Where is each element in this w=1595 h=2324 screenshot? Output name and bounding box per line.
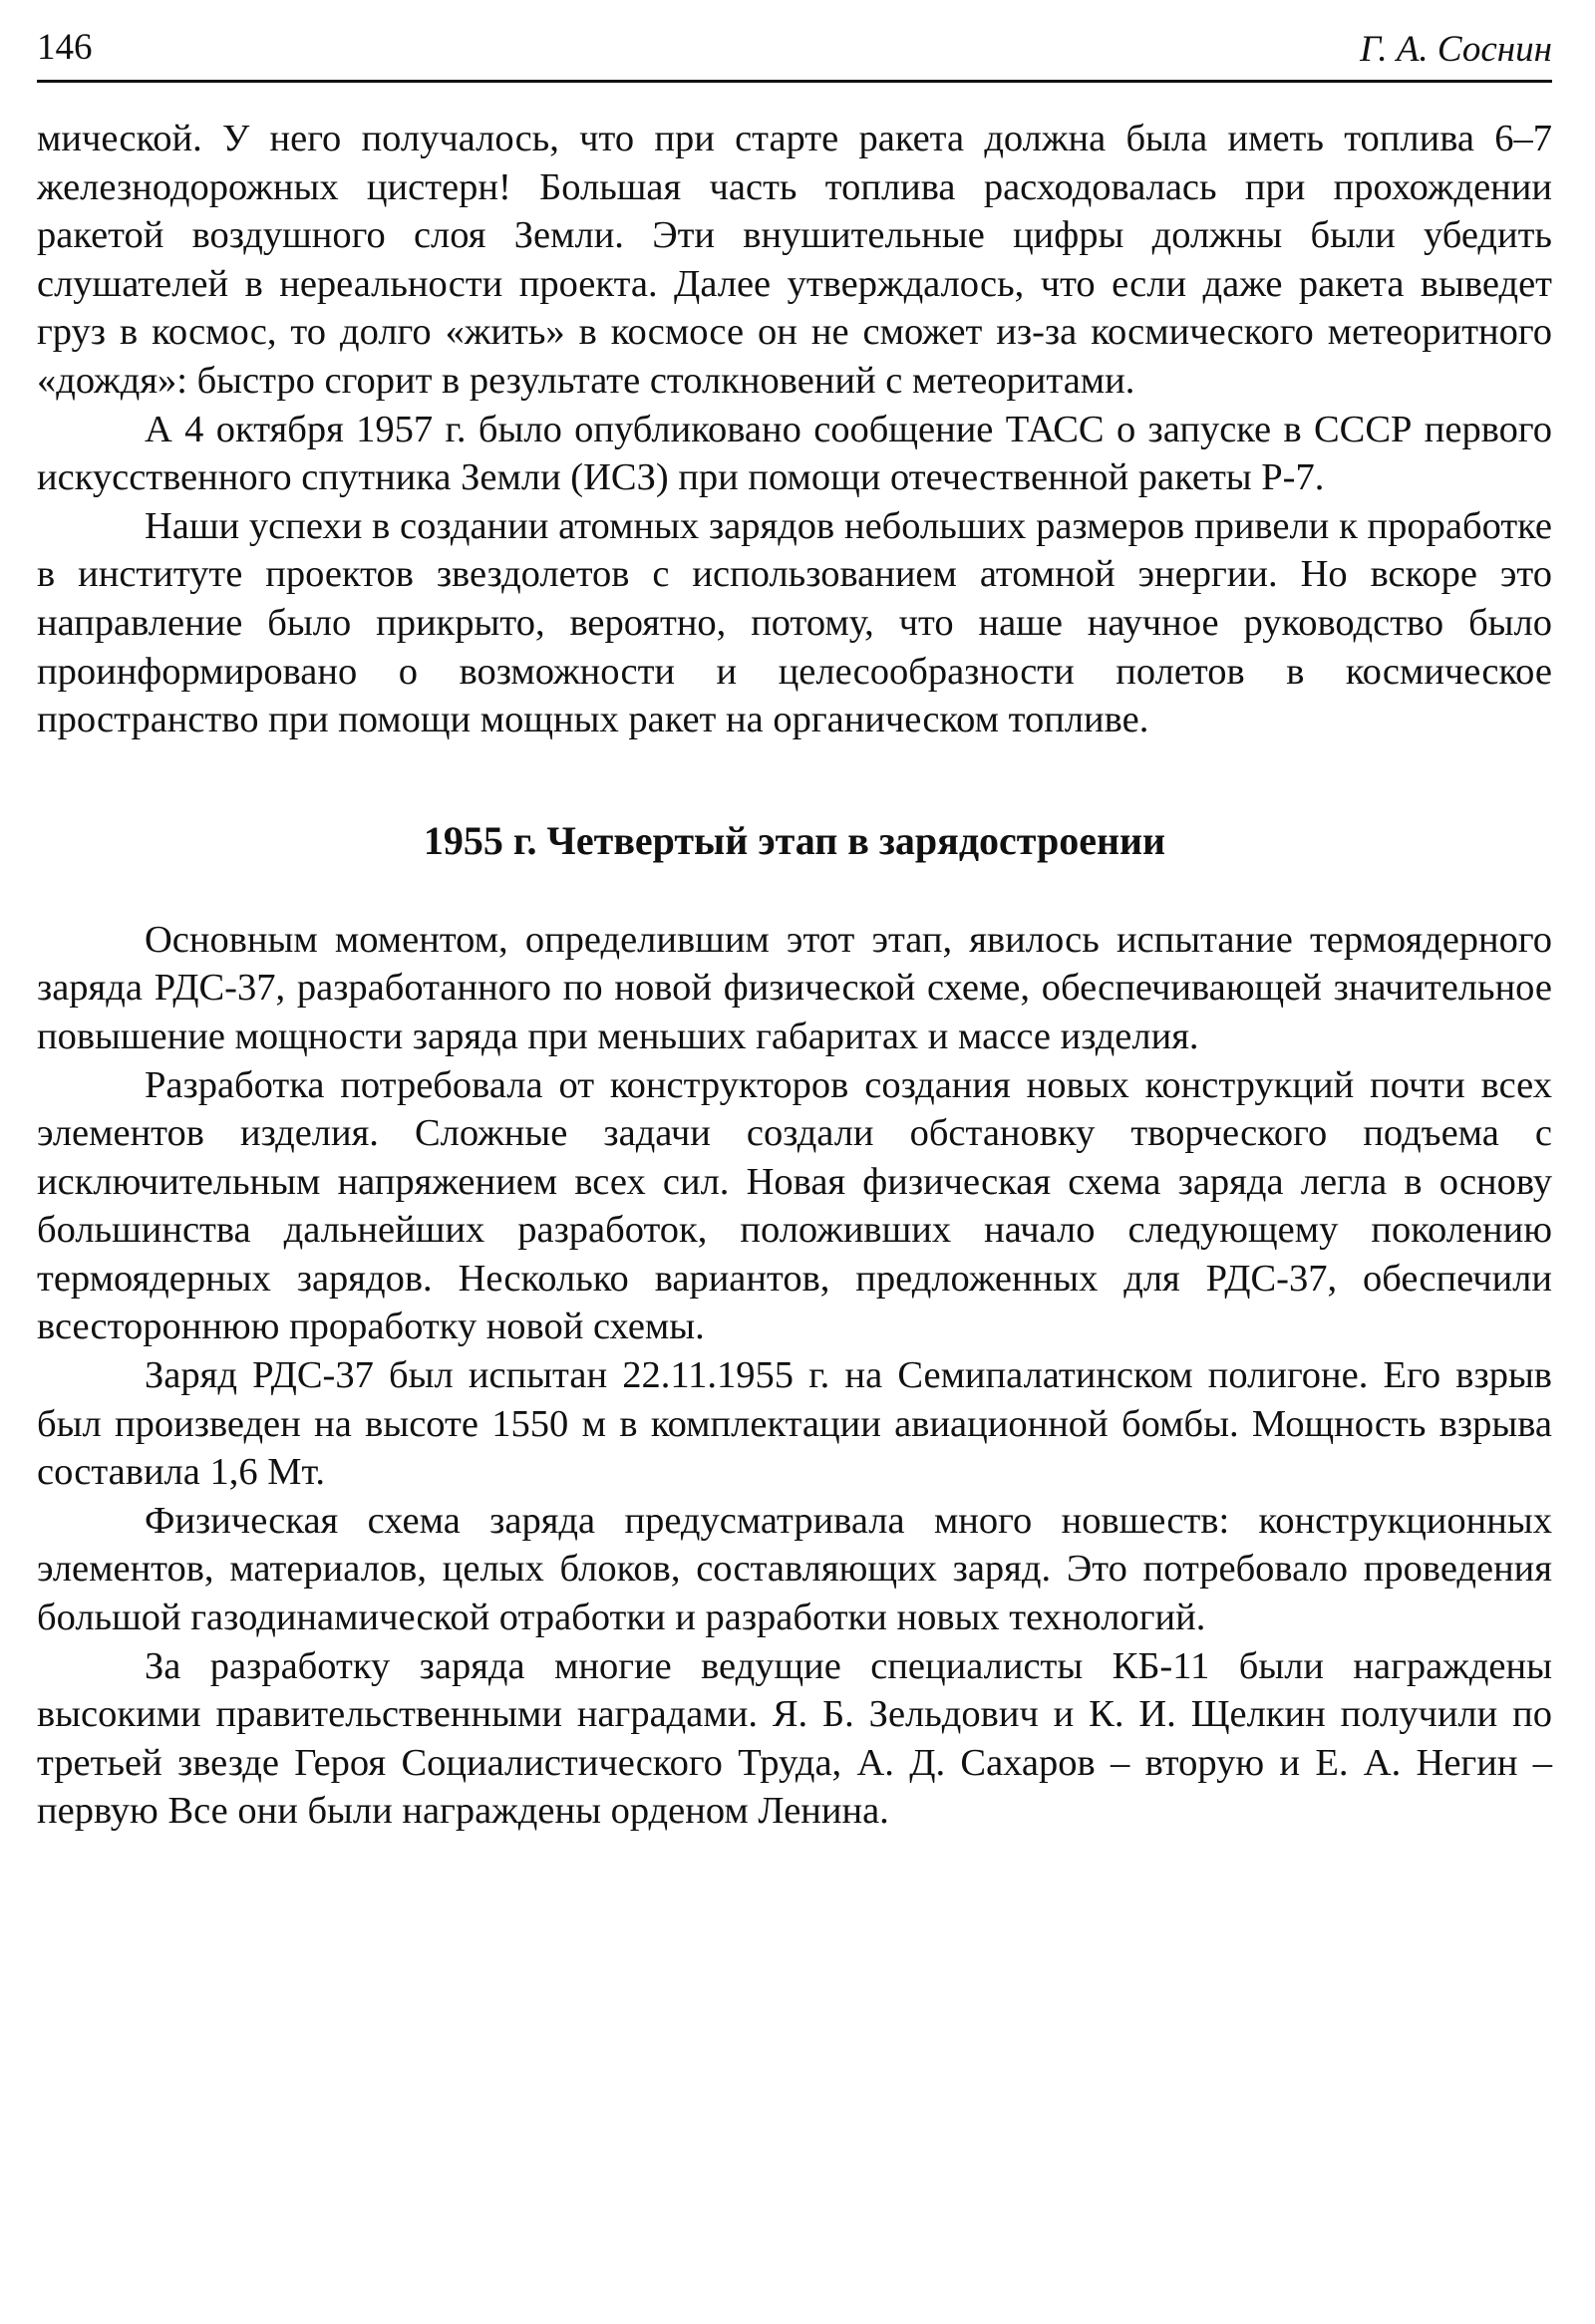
running-author: Г. А. Соснин <box>1360 29 1552 70</box>
paragraph-continued: мической. У него получалось, что при старте ракета должна была иметь топлива 6–7 железнодорожных цистерн! Большая часть топлива расходовалась при прохождении ракетой воздушного слоя Земли. Эти внушительные цифры должны были убедить слушателей в нереальности проекта. Далее утверждалось, что если даже ракета выведет груз в космос, то долго «жить» в космосе он не сможет из-за космического метеоритного «дождя»: быстро сгорит в результате столкновений с метеоритами. <box>37 118 1552 402</box>
paragraph: За разработку заряда многие ведущие специалисты КБ-11 были награждены высокими правительственными наградами. Я. Б. Зельдович и К. И. Щелкин получили по третьей звезде Героя Социалистического Труда, А. Д. Сахаров – вторую и Е. А. Негин – первую Все они были награждены орденом Ленина. <box>37 1644 1552 1833</box>
paragraph: Заряд РДС-37 был испытан 22.11.1955 г. на Семипалатинском полигоне. Его взрыв был произведен на высоте 1550 м в комплектации авиационной бомбы. Мощность взрыва составила 1,6 Мт. <box>37 1354 1552 1494</box>
running-header <box>37 22 1552 83</box>
paragraph: Разработка потребовала от конструкторов создания новых конструкций почти всех элементов изделия. Сложные задачи создали обстановку творческого подъема с исключительным напряжением всех сил. Новая физическая схема заряда легла в основу большинства дальнейших разработок, положивших начало следующему поколению термоядерных зарядов. Несколько вариантов, предложенных для РДС-37, обеспечили всестороннюю проработку новой схемы. <box>37 1063 1552 1348</box>
page-number: 146 <box>37 27 93 68</box>
paragraph: Физическая схема заряда предусматривала много новшеств: конструкционных элементов, материалов, целых блоков, составляющих заряд. Это потребовало проведения большой газодинамической отработки и разработки новых технологий. <box>37 1499 1552 1639</box>
paragraph: Основным моментом, определившим этот этап, явилось испытание термоядерного заряда РДС-37, разработанного по новой физической схеме, обеспечивающей значительное повышение мощности заряда при меньших габаритах и массе изделия. <box>37 918 1552 1057</box>
paragraph: А 4 октября 1957 г. было опубликовано сообщение ТАСС о запуске в СССР первого искусственного спутника Земли (ИСЗ) при помощи отечественной ракеты Р-7. <box>37 408 1552 499</box>
section-heading: 1955 г. Четвертый этап в зарядостроении <box>423 817 1166 863</box>
main-text <box>37 115 1552 1836</box>
paragraph: Наши успехи в создании атомных зарядов небольших размеров привели к проработке в институте проектов звездолетов с использованием атомной энергии. Но вскоре это направление было прикрыто, вероятно, потому, что наше научное руководство было проинформировано о возможности и целесообразности полетов в космическое пространство при помощи мощных ракет на органическом топливе. <box>37 504 1552 741</box>
book-page <box>37 22 1552 1836</box>
